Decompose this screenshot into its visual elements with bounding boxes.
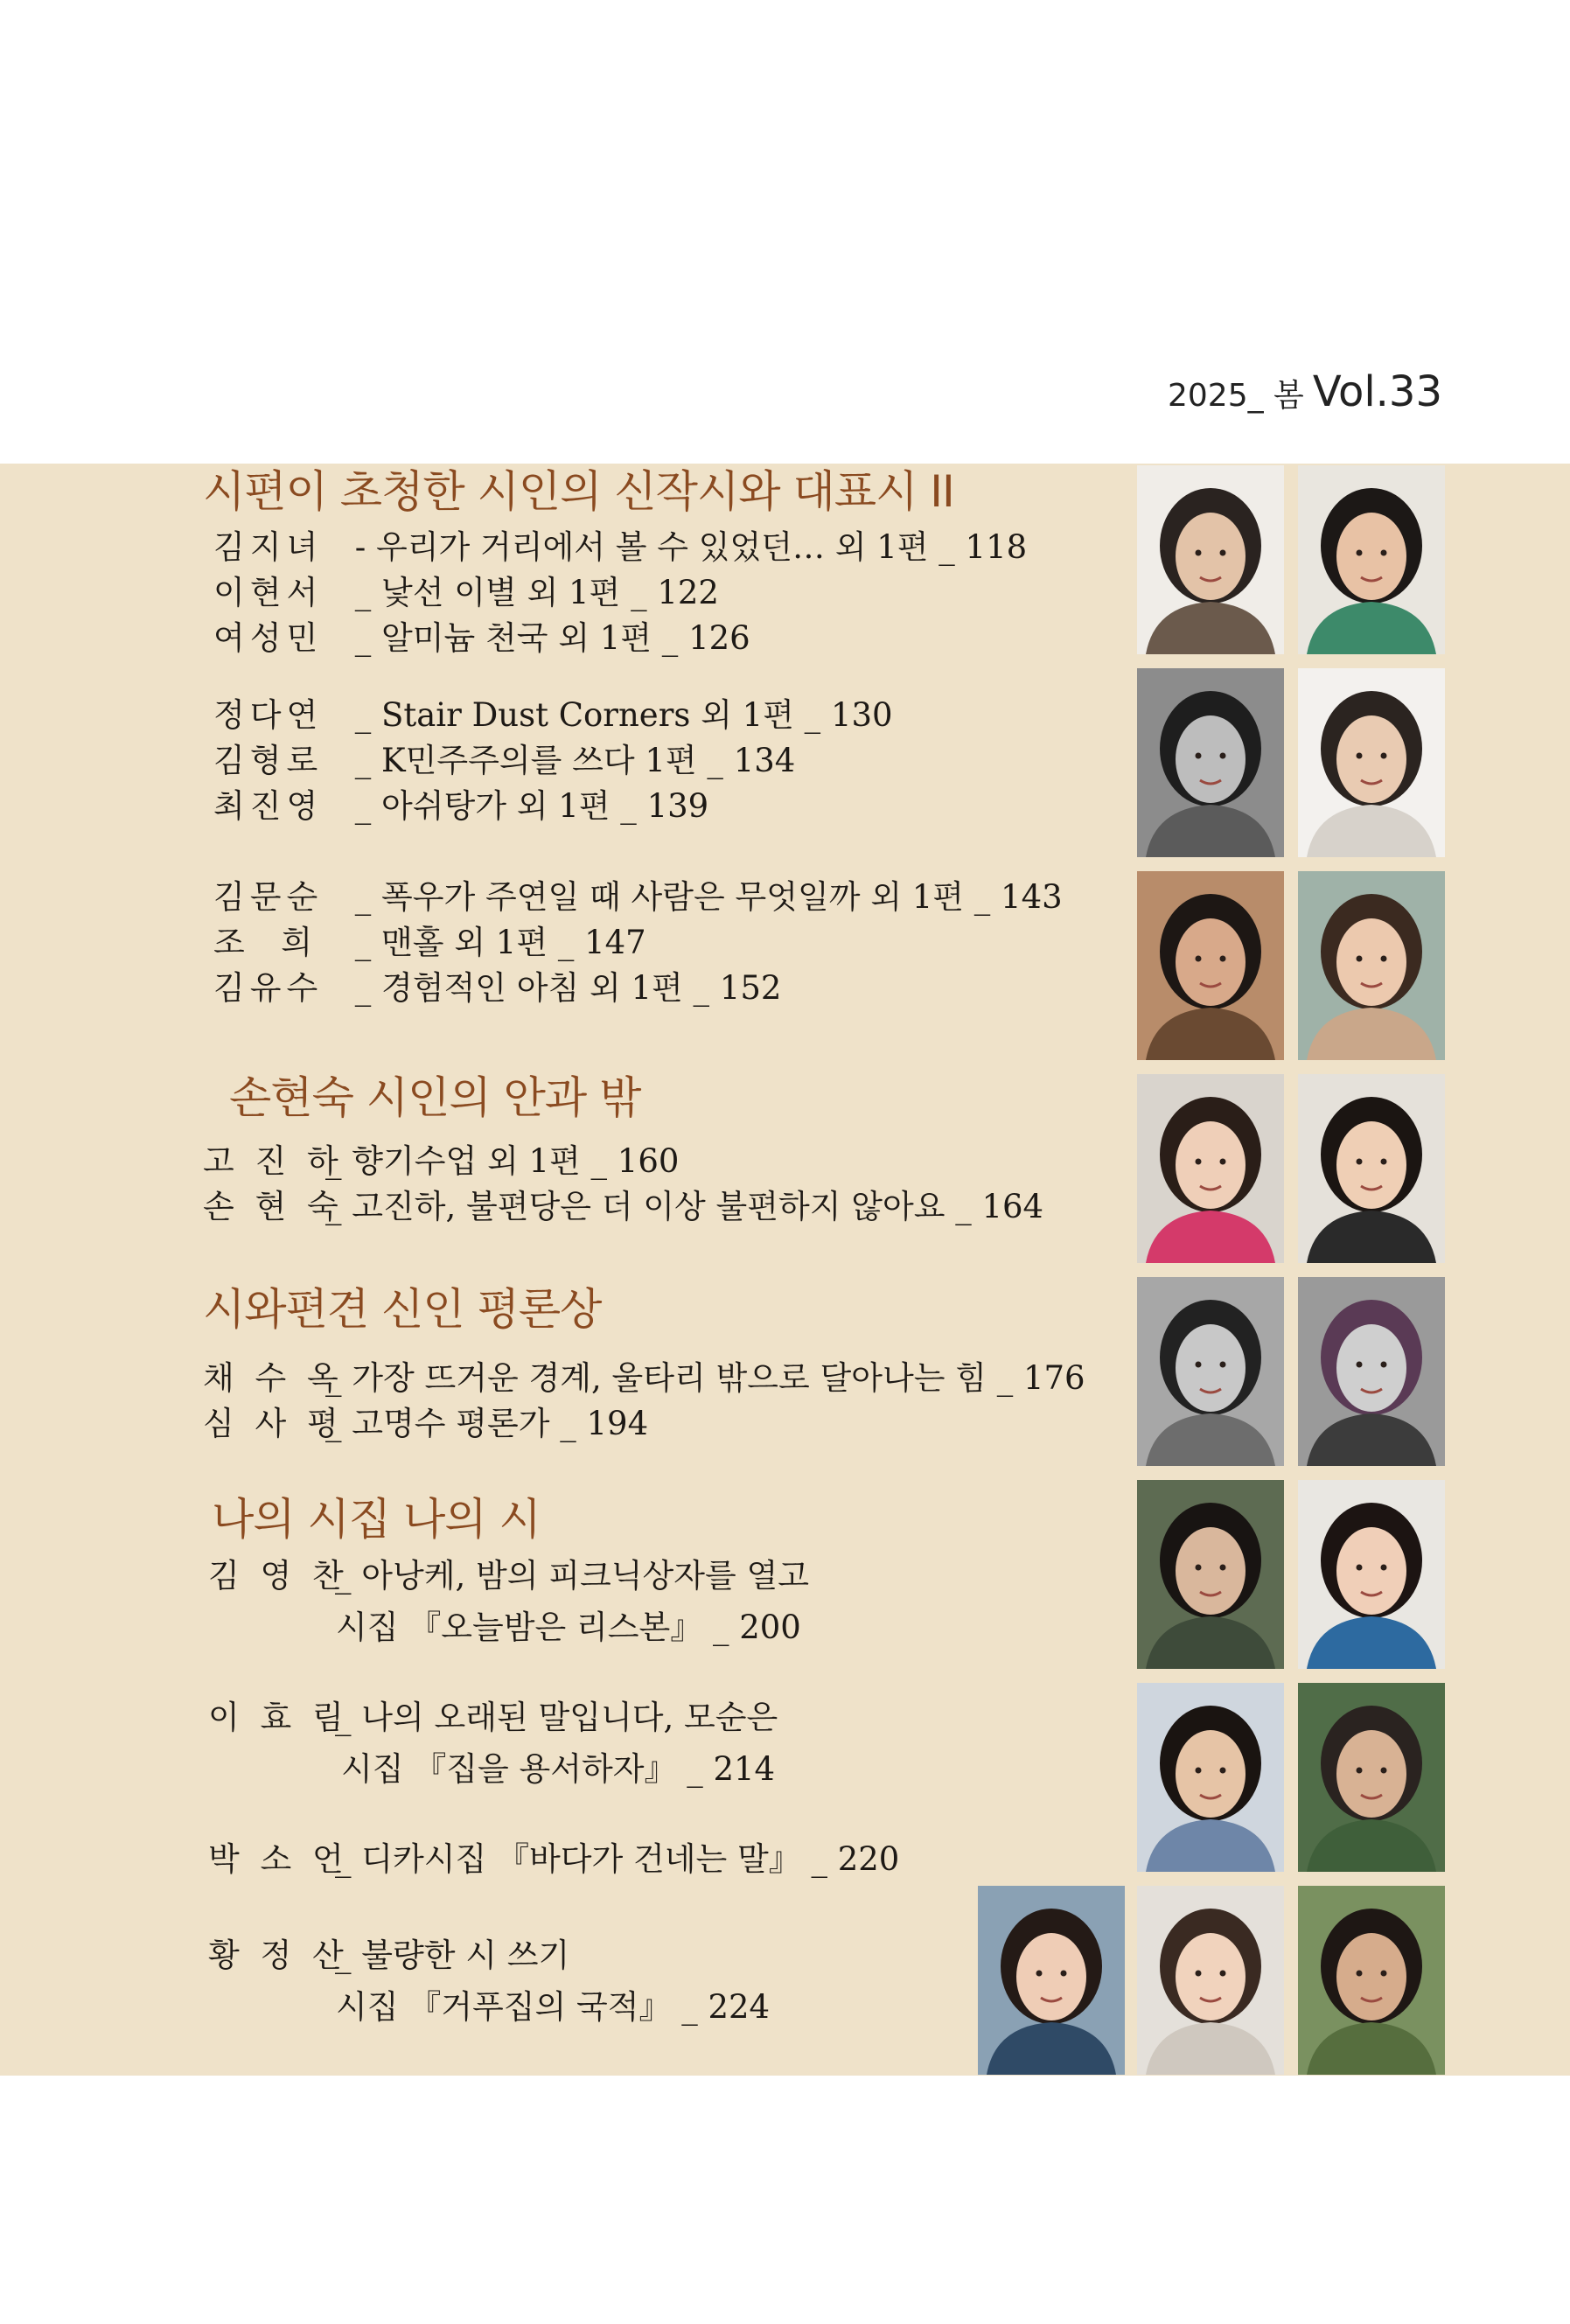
poet-name: 김유수 xyxy=(213,969,324,1007)
poet-name: 채 수 옥 xyxy=(203,1359,344,1397)
toc-entry[interactable] xyxy=(213,738,795,784)
poem-title: _ 가장 뜨거운 경계, 울타리 밖으로 달아나는 힘 _ 176 xyxy=(325,1359,1085,1397)
poet-name: 여성민 xyxy=(213,619,324,657)
portrait-extra-1 xyxy=(978,1886,1125,2075)
toc-entry[interactable] xyxy=(213,693,893,738)
poem-title: _ 낯선 이별 외 1편 _ 122 xyxy=(354,574,719,611)
section-heading-critic-award: 시와편견 신인 평론상 xyxy=(203,1284,602,1335)
poem-title: - 우리가 거리에서 볼 수 있었던… 외 1편 _ 118 xyxy=(354,528,1028,566)
portrait-lee-hyeonseo xyxy=(1298,465,1445,654)
toc-entry[interactable] xyxy=(203,1356,1085,1401)
toc-entry[interactable] xyxy=(208,1933,569,1979)
poet-name: 조 희 xyxy=(213,924,318,961)
poet-name: 이현서 xyxy=(213,574,324,611)
toc-entry[interactable] xyxy=(213,784,708,829)
portrait-extra-3 xyxy=(1298,1886,1445,2075)
issue-year-season: 2025_ 봄 xyxy=(1168,378,1304,414)
portrait-park-soeon xyxy=(1137,1683,1284,1872)
poem-title: _ 향기수업 외 1편 _ 160 xyxy=(325,1142,680,1180)
poet-name: 김 영 찬 xyxy=(208,1557,349,1595)
portrait-kim-jinyeo xyxy=(1137,465,1284,654)
poet-name: 정다연 xyxy=(213,696,324,734)
toc-entry[interactable] xyxy=(213,920,646,966)
toc-entry[interactable] xyxy=(203,1184,1043,1230)
portrait-lee-hyorim xyxy=(1298,1480,1445,1669)
poem-title: _ 폭우가 주연일 때 사람은 무엇일까 외 1편 _ 143 xyxy=(354,878,1063,916)
poem-title: _ 고명수 평론가 _ 194 xyxy=(325,1405,649,1442)
portrait-kim-yeongchan xyxy=(1137,1480,1284,1669)
poet-name: 김지녀 xyxy=(213,528,324,566)
toc-entry[interactable] xyxy=(213,616,750,661)
poem-title: _ 아쉬탕가 외 1편 _ 139 xyxy=(354,787,709,825)
portrait-chae-suok xyxy=(1137,1277,1284,1466)
portrait-ko-jinha xyxy=(1137,1074,1284,1263)
portrait-son-hyeonsuk xyxy=(1298,1074,1445,1263)
poet-name: 김문순 xyxy=(213,878,324,916)
section-heading-invited-poets: 시편이 초청한 시인의 신작시와 대표시 II xyxy=(203,466,954,517)
portrait-yeo-seongmin xyxy=(1137,668,1284,857)
poet-name: 박 소 언 xyxy=(208,1840,349,1878)
toc-entry[interactable] xyxy=(213,875,1063,920)
portrait-hwang-jeongsan xyxy=(1298,1683,1445,1872)
section-heading-son-hyeonsuk: 손현숙 시인의 안과 밖 xyxy=(229,1072,641,1123)
poem-title: _ 나의 오래된 말입니다, 모순은 xyxy=(335,1699,778,1736)
toc-entry[interactable] xyxy=(213,525,1027,570)
poet-name: 손 현 숙 xyxy=(203,1188,344,1225)
book-subtitle: 시집 『집을 용서하자』 _ 214 xyxy=(341,1750,776,1788)
book-subtitle: 시집 『거푸집의 국적』 _ 224 xyxy=(336,1988,771,2026)
toc-entry[interactable] xyxy=(213,570,719,616)
toc-entry[interactable] xyxy=(203,1139,679,1184)
poet-name: 고 진 하 xyxy=(203,1142,344,1180)
toc-entry[interactable] xyxy=(208,1695,778,1741)
portrait-extra-2 xyxy=(1137,1886,1284,2075)
portrait-jeong-dayeon xyxy=(1298,668,1445,857)
poet-name: 심 사 평 xyxy=(203,1405,344,1442)
portrait-kim-hyeongro xyxy=(1137,871,1284,1060)
poet-name: 김형로 xyxy=(213,742,324,779)
poet-name: 황 정 산 xyxy=(208,1937,349,1974)
poem-title: _ 아낭케, 밤의 피크닉상자를 열고 xyxy=(335,1557,809,1595)
poem-title: _ 고진하, 불편당은 더 이상 불편하지 않아요 _ 164 xyxy=(325,1188,1044,1225)
portrait-choi-jinyeong xyxy=(1298,871,1445,1060)
issue-volume: Vol.33 xyxy=(1312,367,1442,416)
poet-name: 이 효 림 xyxy=(208,1699,349,1736)
poem-title: _ 알미늄 천국 외 1편 _ 126 xyxy=(354,619,750,657)
section-heading-my-poetry-book: 나의 시집 나의 시 xyxy=(212,1494,541,1545)
poem-title: _ K민주주의를 쓰다 1편 _ 134 xyxy=(354,742,796,779)
portrait-sim-sa xyxy=(1298,1277,1445,1466)
toc-entry[interactable] xyxy=(203,1401,648,1447)
poem-title: _ 불량한 시 쓰기 xyxy=(335,1937,570,1974)
poet-name: 최진영 xyxy=(213,787,324,825)
book-subtitle: 시집 『오늘밤은 리스본』 _ 200 xyxy=(336,1609,801,1646)
poem-title: _ Stair Dust Corners 외 1편 _ 130 xyxy=(354,696,893,734)
toc-entry[interactable] xyxy=(208,1837,899,1882)
poem-title: _ 경험적인 아침 외 1편 _ 152 xyxy=(354,969,782,1007)
toc-entry[interactable] xyxy=(213,966,781,1011)
poem-title: _ 디카시집 『바다가 건네는 말』 _ 220 xyxy=(335,1840,900,1878)
toc-entry[interactable] xyxy=(208,1553,809,1599)
issue-label xyxy=(1168,367,1442,416)
poem-title: _ 맨홀 외 1편 _ 147 xyxy=(354,924,646,961)
